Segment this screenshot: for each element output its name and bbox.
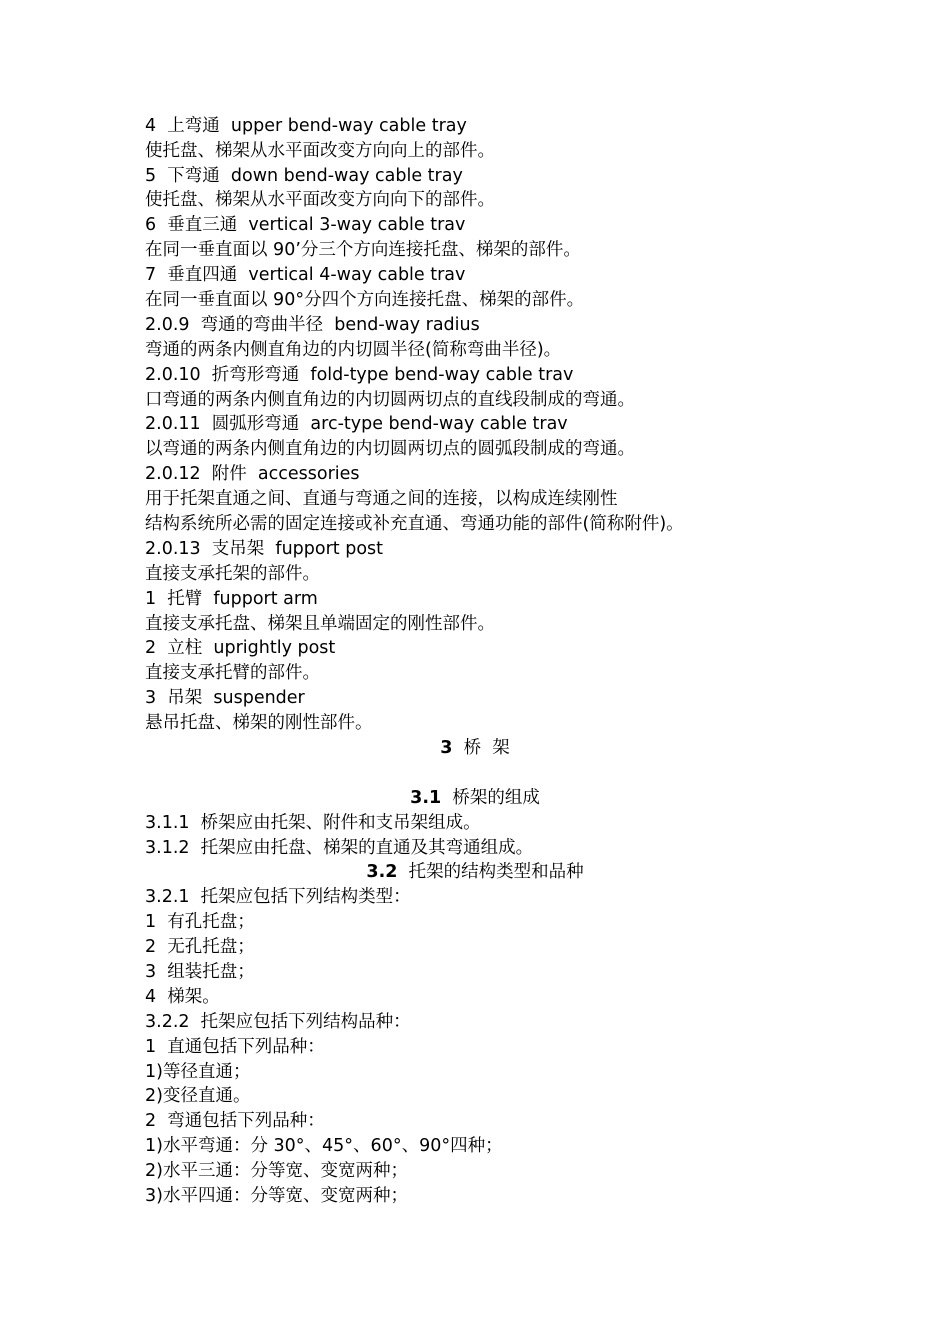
text-line: 3.2.1 托架应包括下列结构类型： [145,887,411,907]
text-line: 在同一垂直面以 90°分四个方向连接托盘、梯架的部件。 [145,290,585,310]
text-line: 3 组装托盘； [145,962,255,982]
text-line: 2 立柱 uprightly post [145,638,336,658]
section-title: 托架的结构类型和品种 [408,862,584,882]
section-heading [0,860,950,884]
text-line: 3 吊架 suspender [145,688,305,708]
text-line: 以弯通的两条内侧直角边的内切圆两切点的圆弧段制成的弯通。 [145,439,635,459]
text-line: 2)变径直通。 [145,1086,251,1106]
text-line: 在同一垂直面以 90’分三个方向连接托盘、梯架的部件。 [145,240,581,260]
text-line: 3.2.2 托架应包括下列结构品种： [145,1012,411,1032]
text-line: 直接支承托盘、梯架且单端固定的刚性部件。 [145,614,495,634]
text-line: 用于托架直通之间、直通与弯通之间的连接，以构成连续刚性 [145,489,618,509]
section-number: 3.2 [366,862,398,882]
section-heading [0,786,950,810]
text-line: 1)等径直通； [145,1062,251,1082]
chapter-number: 3 [440,738,453,758]
text-line: 直接支承托臂的部件。 [145,663,320,683]
text-line: 1 有孔托盘； [145,912,255,932]
text-line: 1)水平弯通：分 30°、45°、60°、90°四种； [145,1136,503,1156]
text-line: 2.0.13 支吊架 fupport post [145,539,384,559]
text-line: 使托盘、梯架从水平面改变方向向下的部件。 [145,190,495,210]
text-line: 弯通的两条内侧直角边的内切圆半径(简称弯曲半径)。 [145,340,562,360]
text-line: 2)水平三通：分等宽、变宽两种； [145,1161,408,1181]
section-number: 3.1 [410,788,442,808]
text-line: 2.0.10 折弯形弯通 fold-type bend-way cable trav [145,365,574,385]
text-line: 6 垂直三通 vertical 3-way cable trav [145,215,466,235]
text-line: 口弯通的两条内侧直角边的内切圆两切点的直线段制成的弯通。 [145,390,635,410]
text-line: 2.0.12 附件 accessories [145,464,360,484]
section-title: 桥架的组成 [452,788,540,808]
text-line: 5 下弯通 down bend-way cable tray [145,166,463,186]
text-line: 3)水平四通：分等宽、变宽两种； [145,1186,408,1206]
text-line: 3.1.1 桥架应由托架、附件和支吊架组成。 [145,813,481,833]
chapter-heading [0,736,950,760]
text-line: 4 梯架。 [145,987,220,1007]
text-line: 2.0.11 圆弧形弯通 arc-type bend-way cable trav [145,414,568,434]
text-line: 2.0.9 弯通的弯曲半径 bend-way radius [145,315,480,335]
text-line: 7 垂直四通 vertical 4-way cable trav [145,265,466,285]
text-line: 2 弯通包括下列品种： [145,1111,325,1131]
text-line: 悬吊托盘、梯架的刚性部件。 [145,713,373,733]
text-line: 1 直通包括下列品种： [145,1037,325,1057]
text-line: 1 托臂 fupport arm [145,589,318,609]
text-line: 直接支承托架的部件。 [145,564,320,584]
text-line: 使托盘、梯架从水平面改变方向向上的部件。 [145,141,495,161]
text-line: 结构系统所必需的固定连接或补充直通、弯通功能的部件(简称附件)。 [145,514,684,534]
chapter-title: 桥 架 [463,738,510,758]
text-line: 3.1.2 托架应由托盘、梯架的直通及其弯通组成。 [145,838,534,858]
text-line: 2 无孔托盘； [145,937,255,957]
text-line: 4 上弯通 upper bend-way cable tray [145,116,467,136]
